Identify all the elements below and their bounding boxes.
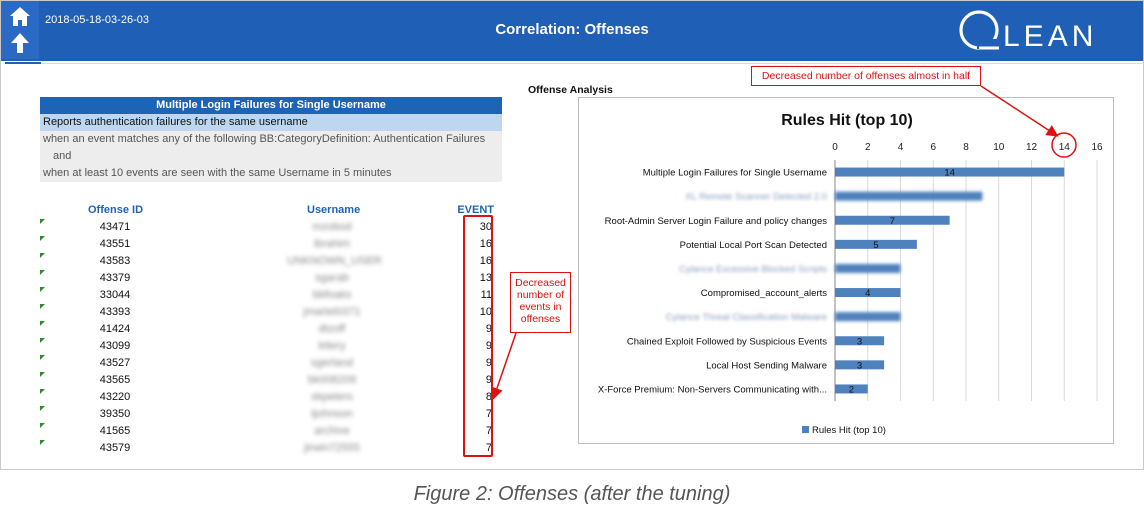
tick-label: 0	[832, 142, 838, 153]
category-label: Potential Local Port Scan Detected	[679, 239, 827, 251]
offense-analysis-label: Offense Analysis	[528, 84, 613, 96]
username: sgarab	[315, 272, 349, 284]
data-label: 7	[889, 215, 895, 227]
legend-label: Rules Hit (top 10)	[812, 425, 886, 436]
offense-id: 43551	[99, 238, 131, 250]
event-count: 30	[479, 221, 492, 233]
figure-caption: Figure 2: Offenses (after the tuning)	[413, 483, 731, 505]
username: tjohnson	[311, 408, 353, 420]
event-count: 16	[479, 255, 492, 267]
tick-label: 2	[864, 142, 871, 153]
username: jmartel0371	[303, 306, 361, 318]
offense-id: 43527	[99, 357, 131, 369]
event-count: 9	[485, 340, 492, 352]
username: ibrahim	[313, 238, 351, 250]
page-title: Correlation: Offenses	[495, 21, 649, 38]
offense-id: 43220	[99, 391, 131, 403]
offense-id: 33044	[99, 289, 131, 301]
data-label: 3	[856, 336, 863, 348]
rule-description: Reports authentication failures for the same username	[40, 114, 502, 131]
annotation-decreased-events: Decreased number of events in offenses	[510, 272, 571, 333]
username: mzobod	[312, 221, 352, 233]
arrow-top	[981, 86, 1056, 135]
category-label: Cylance Threat Classification Malware	[665, 312, 827, 324]
username: jirwin72555	[304, 442, 360, 454]
category-label: Compromised_account_alerts	[700, 288, 827, 300]
data-label: 4	[865, 288, 871, 300]
event-count: 7	[485, 408, 492, 420]
tick-label: 12	[1025, 142, 1038, 153]
username: sgerland	[310, 357, 354, 369]
event-count: 13	[479, 272, 492, 284]
data-label: 3	[856, 360, 863, 372]
username: bk008209	[307, 374, 357, 386]
category-label: Chained Exploit Followed by Suspicious Events	[626, 336, 827, 348]
tick-label: 6	[930, 142, 937, 153]
tick-label: 16	[1091, 142, 1103, 153]
col-offense-id: Offense ID	[88, 204, 144, 216]
username: bbfoaks	[312, 289, 352, 301]
annotation-arrows	[1, 1, 1144, 471]
offense-id: 43471	[99, 221, 131, 233]
username: kttery	[318, 340, 346, 352]
offense-id: 43583	[99, 255, 131, 267]
timestamp: 2018-05-18-03-26-03	[45, 14, 149, 26]
rule-title: Multiple Login Failures for Single Username	[40, 97, 502, 114]
event-count: 8	[485, 391, 492, 403]
data-label: 14	[944, 167, 955, 179]
tick-label: 8	[963, 142, 969, 153]
col-username: Username	[307, 204, 361, 216]
tick-label: 10	[993, 142, 1005, 153]
svg-text:LEAN: LEAN	[1003, 20, 1098, 53]
event-count: 10	[479, 306, 492, 318]
col-event: EVENT	[457, 204, 494, 216]
category-label: Cylance Excessive Blocked Scripts	[679, 263, 827, 275]
event-count: 9	[485, 374, 492, 386]
event-count: 9	[485, 323, 492, 335]
category-label: Local Host Sending Malware	[706, 360, 827, 372]
username: archive	[314, 425, 350, 437]
offense-id: 41424	[99, 323, 131, 335]
data-label: 2	[848, 384, 855, 396]
offense-id: 43565	[99, 374, 131, 386]
username: UNKNOWN_USER	[287, 255, 382, 267]
offense-id: 39350	[99, 408, 131, 420]
offense-id: 43099	[99, 340, 131, 352]
rule-condition-and: and	[53, 150, 72, 162]
data-label: 5	[873, 239, 879, 251]
category-label: X-Force Premium: Non-Servers Communicating with...	[597, 384, 827, 396]
username: skpeters	[311, 391, 353, 403]
offense-id: 43393	[99, 306, 131, 318]
event-count: 11	[480, 289, 492, 301]
category-label: Multiple Login Failures for Single Username	[642, 167, 827, 179]
chart-title: Rules Hit (top 10)	[781, 112, 913, 129]
offense-id: 43579	[99, 442, 131, 454]
rule-condition-1: when an event matches any of the following BB:CategoryDefinition: Authentication Failures	[43, 133, 486, 145]
category-label: XL Remote Scanner Detected 2.0	[685, 191, 827, 203]
offense-id: 43379	[99, 272, 131, 284]
category-label: Root-Admin Server Login Failure and policy changes	[604, 215, 827, 227]
event-count: 7	[485, 442, 492, 454]
event-count: 7	[485, 425, 492, 437]
arrow-left	[494, 333, 516, 397]
username: dtzoff	[318, 323, 346, 335]
offense-id: 41565	[99, 425, 131, 437]
tick-highlight-circle	[1052, 133, 1076, 157]
annotation-decreased-offenses: Decreased number of offenses almost in half	[751, 66, 981, 86]
event-count: 9	[485, 357, 492, 369]
tick-label: 4	[897, 142, 904, 153]
tick-label: 14	[1058, 142, 1070, 153]
rule-condition-2: when at least 10 events are seen with the same Username in 5 minutes	[43, 167, 392, 179]
event-count: 16	[479, 238, 492, 250]
